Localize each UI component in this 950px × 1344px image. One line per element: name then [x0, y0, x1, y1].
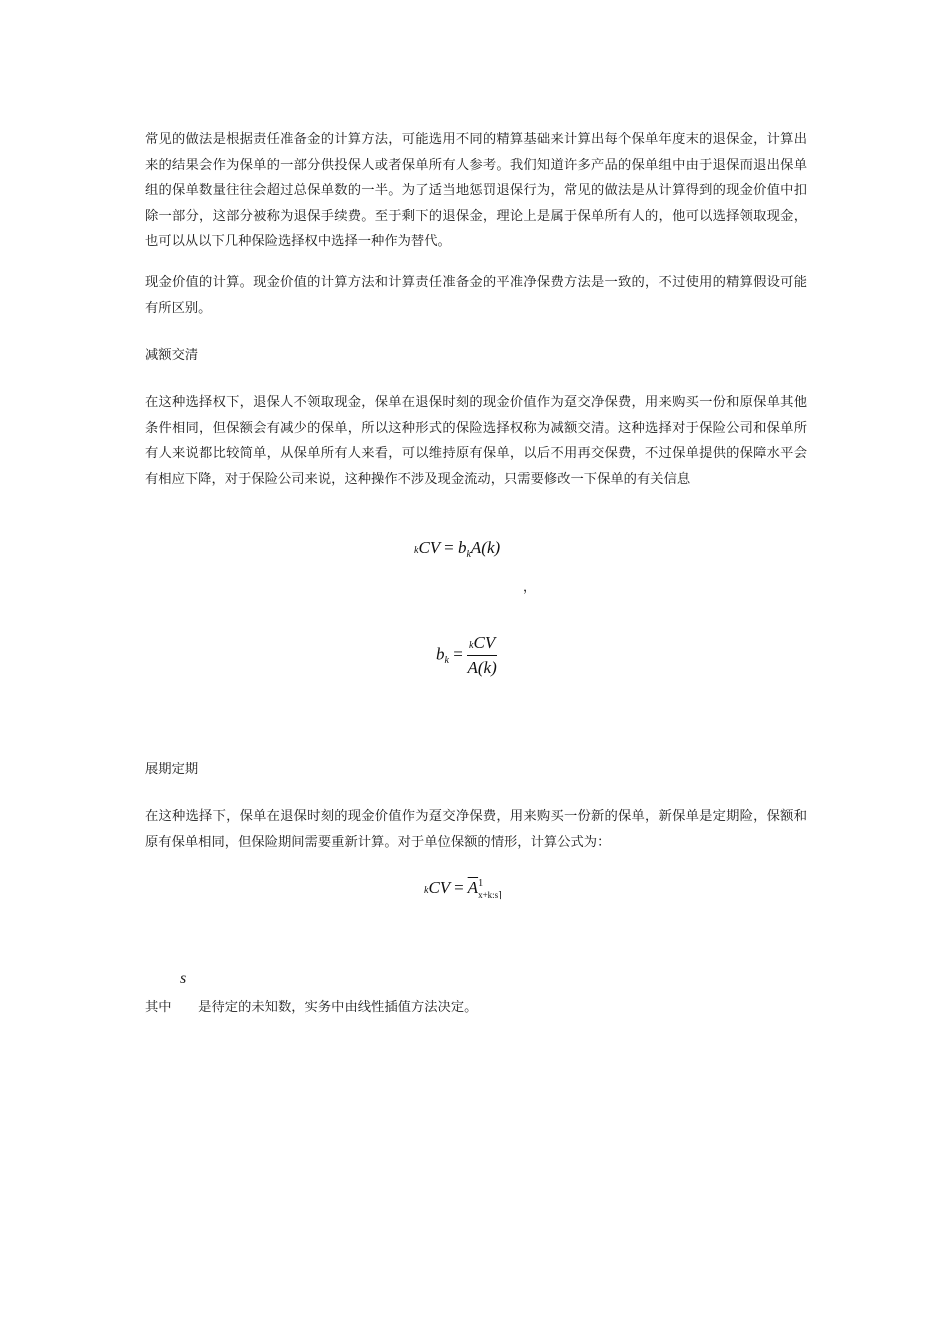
formula-comma: ， — [523, 580, 537, 595]
paragraph-surrender-value: 常见的做法是根据责任准备金的计算方法，可能选用不同的精算基础来计算出每个保单年度末的退保金，计算出来的结果会作为保单的一部分供投保人或者保单所有人参考。我们知道许多产品的保单组中由于退保而退出保单组的保单数量往往会超过总保单数的一半。为了适当地惩罚退保行为，常见的做法是从计算得到的现金价值中扣除一部分，这部分被称为退保手续费。至于剩下的退保金，理论上是属于保单所有人的，他可以选择领取现金，也可以从以下几种保险选择权中选择一种作为替代。 — [145, 132, 807, 249]
paragraph-extended-term: 在这种选择下，保单在退保时刻的现金价值作为趸交净保费，用来购买一份新的保单，新保单是定期险，保额和原有保单相同，但保险期间需要重新计算。对于单位保额的情形，计算公式为： — [145, 809, 807, 850]
paragraph-unknown-s: 其中 是待定的未知数，实务中由线性插值方法决定。 — [145, 1000, 478, 1015]
heading-reduced-paid-up: 减额交清 — [145, 348, 199, 363]
formula-benefit-ratio: $b_k$ = $\frac{\text{kCV}}{A(k)}$ — [436, 633, 497, 677]
paragraph-reduced-paid-up: 在这种选择权下，退保人不领取现金，保单在退保时刻的现金价值作为趸交净保费，用来购买一份和原保单其他条件相同，但保额会有减少的保单，所以这种形式的保险选择权称为减额交清。这种选择对于保险公司和保单所有人来说都比较简单，从保单所有人来看，可以维持原有保单，以后不用再交保费，不过保单提供的保障水平会有相应下降，对于保险公司来说，这种操作不涉及现金流动，只需要修改一下保单的有关信息 — [145, 395, 807, 487]
paragraph-cash-value-calc: 现金价值的计算。现金价值的计算方法和计算责任准备金的平准净保费方法是一致的，不过使用的精算假设可能有所区别。 — [145, 275, 807, 316]
fraction: $\frac{\text{kCV}}{A(k)}$ — [467, 633, 497, 677]
formula-term-insurance: kCV = $\overline{A}^1_{x+k:s⌉}$ — [424, 878, 502, 900]
variable-s: s — [180, 970, 187, 987]
formula-cash-value-equation: kCV = $b_kA(k)$ — [414, 538, 501, 560]
heading-extended-term: 展期定期 — [145, 762, 199, 777]
